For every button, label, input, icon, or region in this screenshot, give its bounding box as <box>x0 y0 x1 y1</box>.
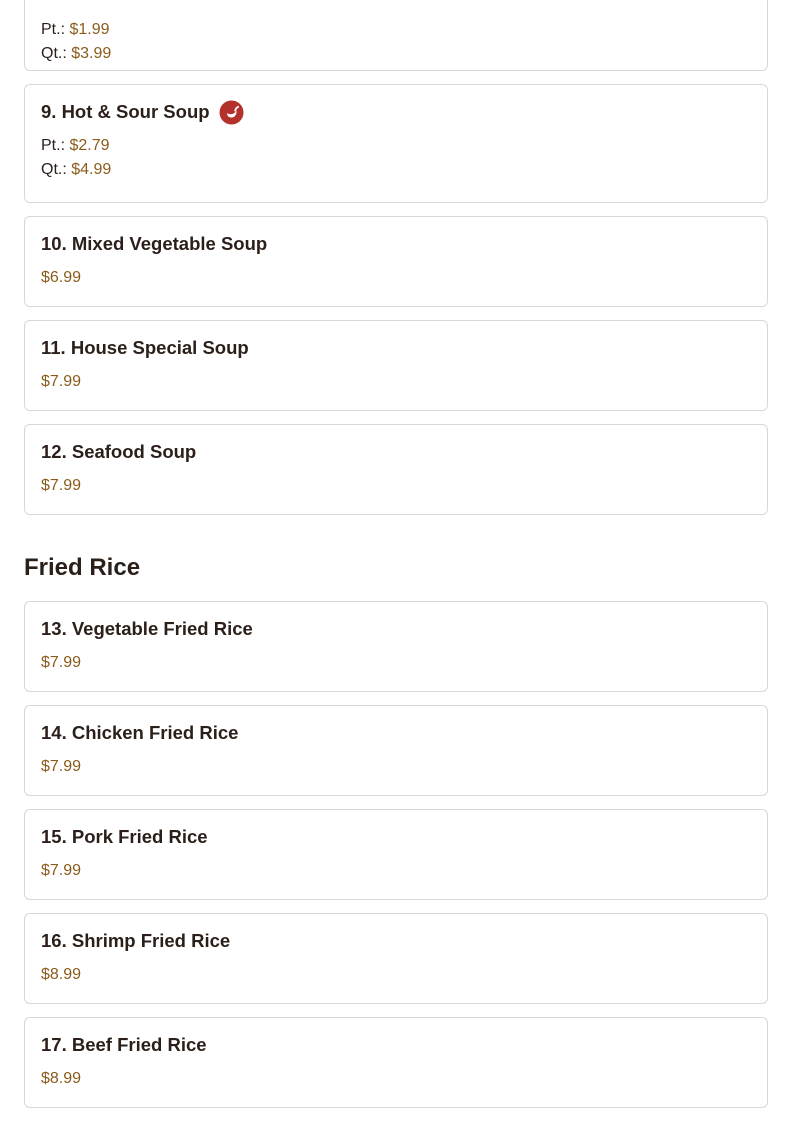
size-prices <box>41 134 751 182</box>
menu-item-title <box>41 100 751 124</box>
menu-item-card[interactable] <box>24 84 768 203</box>
section-title-fried-rice: Fried Rice <box>24 554 141 581</box>
size-label: Qt.: <box>41 45 67 62</box>
chili-pepper-icon <box>219 100 244 125</box>
item-name: 16. Shrimp Fried Rice <box>41 930 231 951</box>
item-price: $7.99 <box>41 758 82 775</box>
size-label: Pt.: <box>41 137 66 154</box>
item-price: $6.99 <box>41 269 82 286</box>
item-name: 11. House Special Soup <box>41 337 249 358</box>
size-prices <box>41 18 751 66</box>
menu-list <box>24 0 768 1121</box>
menu-item-card[interactable] <box>24 0 768 71</box>
item-name: 9. Hot & Sour Soup <box>41 101 210 122</box>
menu-item-card[interactable] <box>24 809 768 900</box>
item-price: $7.99 <box>41 477 82 494</box>
size-price: $4.99 <box>71 161 112 178</box>
item-price: $7.99 <box>41 654 82 671</box>
size-price-row <box>41 134 751 158</box>
item-name: 14. Chicken Fried Rice <box>41 722 239 743</box>
item-price: $7.99 <box>41 862 82 879</box>
menu-item-card[interactable] <box>24 216 768 307</box>
menu-item-card[interactable] <box>24 1017 768 1108</box>
item-price: $7.99 <box>41 373 82 390</box>
menu-item-card[interactable] <box>24 424 768 515</box>
size-price-row <box>41 42 751 66</box>
item-price: $8.99 <box>41 1070 82 1087</box>
menu-item-card[interactable] <box>24 601 768 692</box>
size-label: Pt.: <box>41 21 66 38</box>
menu-item-card[interactable] <box>24 913 768 1004</box>
size-label: Qt.: <box>41 161 67 178</box>
size-price-row <box>41 158 751 182</box>
size-price: $2.79 <box>69 137 110 154</box>
size-price: $3.99 <box>71 45 112 62</box>
size-price-row <box>41 18 751 42</box>
menu-item-card[interactable] <box>24 705 768 796</box>
item-name: 10. Mixed Vegetable Soup <box>41 233 268 254</box>
item-name: 17. Beef Fried Rice <box>41 1034 207 1055</box>
size-price: $1.99 <box>69 21 110 38</box>
item-price: $8.99 <box>41 966 82 983</box>
item-name: 12. Seafood Soup <box>41 441 197 462</box>
menu-item-card[interactable] <box>24 320 768 411</box>
item-name: 13. Vegetable Fried Rice <box>41 618 253 639</box>
item-name: 15. Pork Fried Rice <box>41 826 208 847</box>
